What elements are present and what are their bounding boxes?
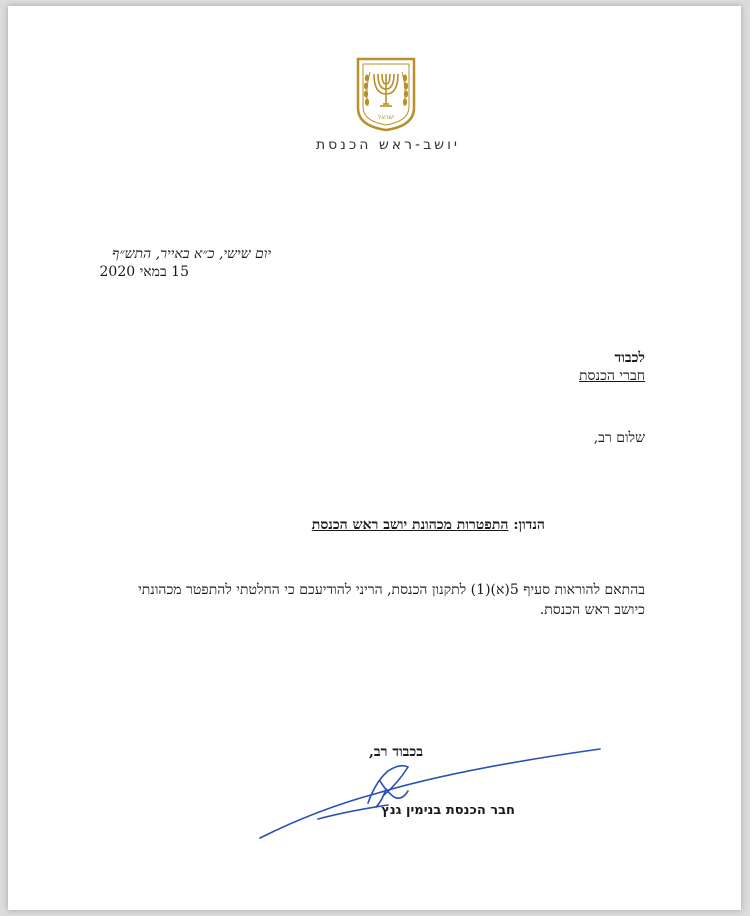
office-title: יושב-ראש הכנסת	[315, 137, 461, 153]
body-line-1: בהתאם להוראות סעיף 5(א)(1) לתקנון הכנסת, הריני להודיעכם כי החלטתי להתפטר מכהונתי	[138, 582, 645, 598]
emblem-text: ישראל	[377, 114, 395, 121]
body-line-2: כיושב ראש הכנסת.	[539, 602, 645, 618]
greeting: שלום רב,	[593, 430, 645, 446]
recipient-name: חברי הכנסת	[579, 368, 645, 384]
state-emblem-icon	[355, 56, 417, 132]
recipient-label: לכבוד	[614, 350, 645, 366]
closing: בכבוד רב,	[368, 744, 423, 760]
gregorian-date: 15 במאי 2020	[99, 264, 189, 280]
signer-name: חבר הכנסת בנימין גנץ	[381, 803, 515, 818]
subject-text: התפטרות מכהונת יושב ראש הכנסת	[311, 517, 509, 533]
subject-line	[312, 517, 545, 534]
hebrew-date: יום שישי, כ״א באייר, התש״ף	[111, 246, 271, 262]
subject-label: הנדון:	[513, 517, 545, 533]
signature-icon	[258, 741, 603, 846]
letter-page	[8, 6, 741, 910]
